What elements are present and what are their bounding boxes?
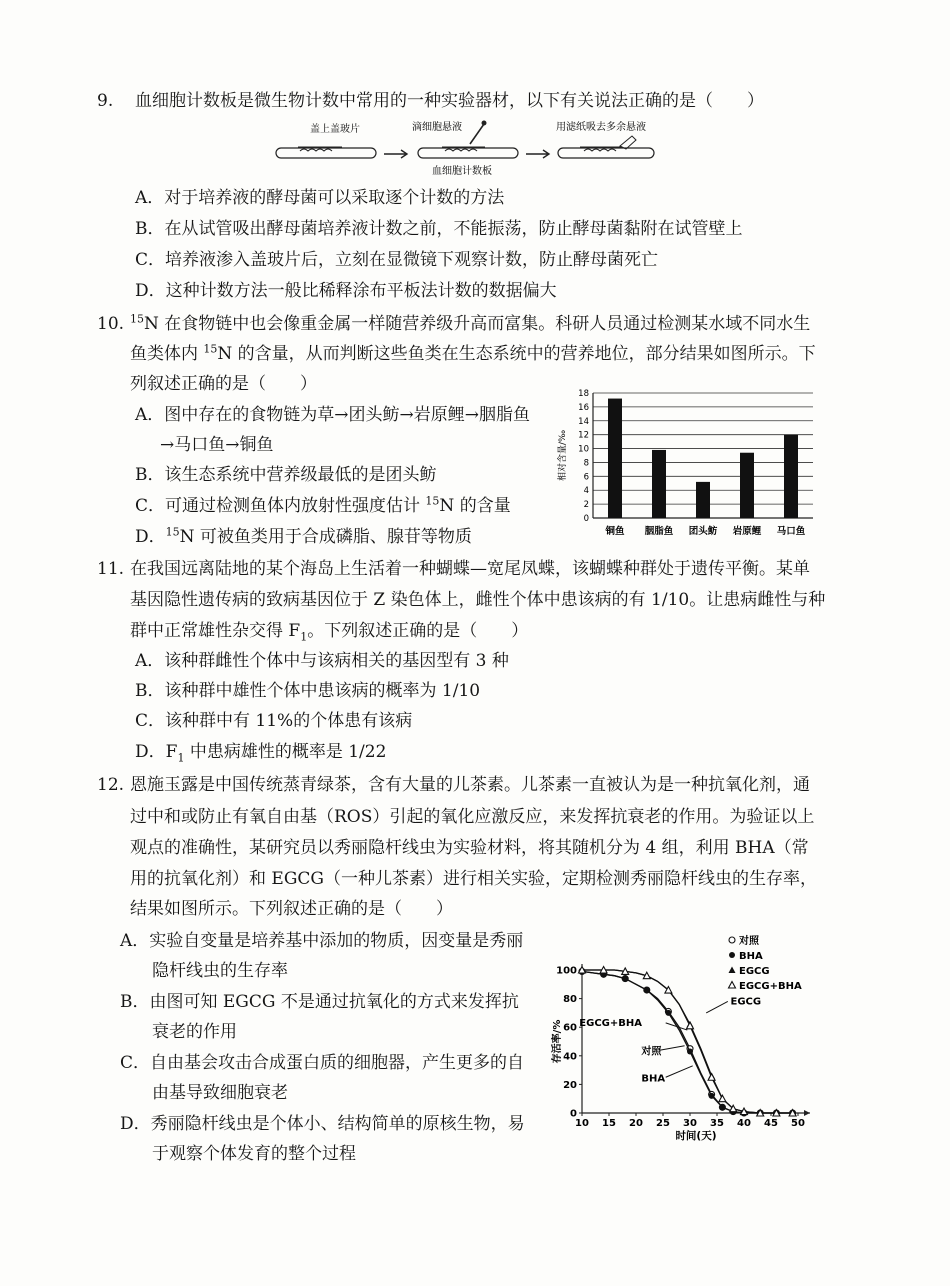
q9-fig-step1: 盖上盖玻片 [310,124,360,135]
line-x-tick-label: 25 [656,1118,670,1129]
control-leader-line [660,1046,684,1050]
q11-stem-line2: 基因隐性遗传病的致病基因位于 Z 染色体上，雌性个体中患该病的有 1/10。让患病雌性与种 [130,590,826,610]
series-1-point [665,1010,671,1016]
q12-option-c: C．自由基会攻击合成蛋白质的细胞器，产生更多的自 [120,1053,525,1073]
slide-2 [418,148,518,158]
bar-x-tick-label: 马口鱼 [776,526,806,537]
q9-fig-step3: 用滤纸吸去多余悬液 [556,122,646,133]
line-y-tick-label: 20 [563,1079,577,1091]
bha-leader-line [666,1066,693,1077]
q12-stem-line4: 用的抗氧化剂）和 EGCG（一种儿茶素）进行相关实验，定期检测秀丽隐杆线虫的生存率， [130,869,817,889]
q12-option-a-cont: 隐杆线虫的生存率 [152,961,288,981]
q10-option-b: B．该生态系统中营养级最低的是团头鲂 [135,465,437,485]
bar-y-tick-label: 14 [578,416,589,427]
q12-option-a: A．实验自变量是培养基中添加的物质，因变量是秀丽 [120,931,524,951]
q11-option-d: D．$F_1$ 中患病雄性的概率是 1/22 [135,742,387,765]
line-y-tick-label: 0 [570,1108,577,1120]
q11-number: 11. [97,559,125,579]
q9-stem: 血细胞计数板是微生物计数中常用的一种实验器材，以下有关说法正确的是（ ） [135,91,764,111]
line-y-axis-label: 存活率/% [552,1019,563,1064]
bar-y-tick-label: 12 [578,430,589,441]
q11-stem-line1: 在我国远离陆地的某个海岛上生活着一种蝴蝶—宽尾凤蝶，该蝴蝶种群处于遗传平衡。某单 [130,559,810,579]
series-line-0 [582,971,793,1113]
legend-marker-3 [729,982,736,989]
series-1-point [622,976,628,982]
bar-x-tick-label: 胭脂鱼 [644,526,674,537]
line-x-tick-label: 35 [710,1118,724,1129]
legend-marker-0 [729,937,735,943]
n15-bar-chart [555,385,820,550]
series-3-point [719,1095,726,1102]
q12-option-b-cont: 衰老的作用 [152,1022,237,1042]
q12-stem-line1: 恩施玉露是中国传统蒸青绿茶，含有大量的儿茶素。儿茶素一直被认为是一种抗氧化剂，通 [130,775,810,795]
q9-figure [270,118,660,180]
egcg-curve-label: EGCG [730,996,762,1008]
survival-line-chart [548,930,828,1150]
q11-option-b: B．该种群中雄性个体中患该病的概率为 1/10 [135,681,481,701]
q10-option-d: D．$^{15}$N 可被鱼类用于合成磷脂、腺苷等物质 [135,525,472,547]
q9-option-d: D．这种计数方法一般比稀释涂布平板法计数的数据偏大 [135,281,557,301]
bar-3 [740,453,754,518]
series-1-point [719,1104,725,1110]
bar-y-tick-label: 2 [583,500,589,511]
q11-option-a: A．该种群雌性个体中与该病相关的基因型有 3 种 [135,651,509,671]
bar-y-tick-label: 6 [583,472,589,483]
line-y-tick-label: 40 [563,1051,577,1063]
q12-option-d-cont: 于观察个体发育的整个过程 [152,1144,356,1164]
q9-option-c: C．培养液渗入盖玻片后，立刻在显微镜下观察计数，防止酵母菌死亡 [135,250,659,270]
bar-y-axis-label: 相对含量/‰ [558,429,568,482]
q12-stem-line3: 观点的准确性，某研究员以秀丽隐杆线虫为实验材料，将其随机分为 4 组，利用 BHA（常 [130,838,809,858]
bar-x-tick-label: 团头鲂 [688,526,718,537]
line-x-tick-label: 40 [737,1118,751,1129]
q10-option-c: C．可通过检测鱼体内放射性强度估计 $^{15}$N 的含量 [135,494,511,516]
q12-stem-line2: 过中和或防止有氧自由基（ROS）引起的氧化应激反应，来发挥抗衰老的作用。为验证以上 [130,807,815,827]
bha-curve-label: BHA [641,1073,666,1085]
egcg-bha-curve-label: EGCG+BHA [579,1017,643,1029]
series-1-point [644,987,650,993]
bar-y-tick-label: 10 [578,444,589,455]
line-x-tick-label: 30 [683,1118,697,1129]
egcg-leader-line [706,1001,728,1012]
bar-2 [696,482,710,518]
bar-y-tick-label: 8 [583,458,589,469]
line-x-tick-label: 20 [629,1118,643,1129]
q9-number: 9. [97,91,114,111]
line-x-tick-label: 10 [575,1118,589,1129]
bar-1 [652,450,666,518]
q12-option-d: D．秀丽隐杆线虫是个体小、结构简单的原核生物，易 [120,1114,525,1134]
q12-number: 12. [97,775,125,795]
bar-y-tick-label: 0 [583,514,589,524]
legend-label-1: BHA [739,951,763,962]
legend-marker-1 [729,952,735,958]
q12-option-b: B．由图可知 EGCG 不是通过抗氧化的方式来发挥抗 [120,992,519,1012]
bar-0 [608,399,622,518]
arrow-icon [526,150,549,158]
dropper-icon [470,124,484,144]
q11-option-c: C．该种群中有 11%的个体患有该病 [135,711,413,731]
q10-stem-line2: 鱼类体内 $^{15}$N 的含量，从而判断这些鱼类在生态系统中的营养地位，部分结果如图所示。下 [130,342,816,364]
q12-option-c-cont: 由基导致细胞衰老 [152,1083,288,1103]
bar-y-tick-label: 16 [578,402,589,413]
legend-label-3: EGCG+BHA [739,981,802,992]
q10-stem-line3: 列叙述正确的是（ ） [130,374,317,394]
q10-number: 10. [97,314,125,334]
filter-paper-icon [620,136,636,149]
legend-marker-2 [729,967,736,974]
bar-x-tick-label: 铜鱼 [605,526,625,537]
line-y-tick-label: 100 [556,965,577,977]
line-y-tick-label: 60 [563,1022,577,1034]
q10-option-a-cont: →马口鱼→铜鱼 [160,435,274,455]
line-x-axis-label: 时间(天) [675,1130,717,1142]
q9-fig-step2-top: 滴细胞悬液 [412,122,462,133]
series-1-point [709,1093,715,1099]
q10-option-a: A．图中存在的食物链为草→团头鲂→岩原鲤→胭脂鱼 [135,405,531,425]
q11-stem-line3: 群中正常雄性杂交得 $F_1$。下列叙述正确的是（ ） [130,621,529,644]
q12-stem-line5: 结果如图所示。下列叙述正确的是（ ） [130,899,453,919]
q9-option-b: B．在从试管吸出酵母菌培养液计数之前，不能振荡，防止酵母菌黏附在试管壁上 [135,219,743,239]
series-1-point [687,1049,693,1055]
line-y-tick-label: 80 [563,994,577,1006]
control-curve-label: 对照 [641,1046,662,1058]
q9-option-a: A．对于培养液的酵母菌可以采取逐个计数的方法 [135,188,505,208]
line-x-tick-label: 15 [602,1118,616,1129]
legend-label-0: 对照 [739,936,759,947]
coverslip-1 [300,149,332,151]
bar-4 [784,435,798,518]
bar-y-tick-label: 18 [578,389,589,399]
x-axis-arrow-icon [804,1110,810,1116]
bar-y-tick-label: 4 [583,486,589,497]
bar-x-tick-label: 岩原鲤 [732,526,762,537]
legend-label-2: EGCG [739,966,770,977]
line-x-tick-label: 45 [764,1118,778,1129]
line-x-tick-label: 50 [791,1118,805,1129]
q10-stem-line1: $^{15}$N 在食物链中也会像重金属一样随营养级升高而富集。科研人员通过检测某水域不同水生 [130,312,811,334]
arrow-icon [384,150,407,158]
q9-fig-step2-bottom: 血细胞计数板 [432,166,492,177]
